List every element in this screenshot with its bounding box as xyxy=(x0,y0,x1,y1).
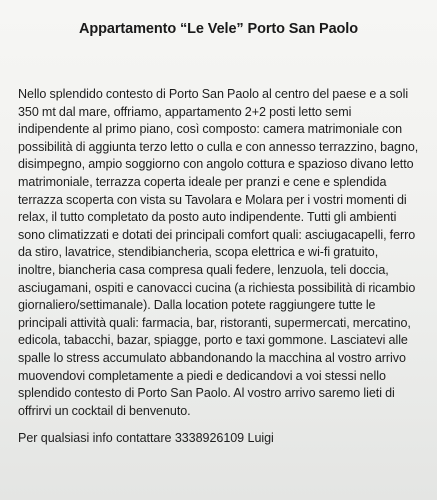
paragraph-line: edicola, tabacchi, bazar, spiagge, porto e taxi gommone. Lasciatevi alle xyxy=(18,333,408,348)
paragraph-line: matrimoniale, terrazza coperta ideale per pranzi e cene e splendida xyxy=(18,174,387,189)
document-title: Appartamento “Le Vele” Porto San Paolo xyxy=(78,21,358,37)
paragraph-line: principali attività quali: farmacia, bar, ristoranti, supermercati, mercatino, xyxy=(18,315,411,330)
paragraph-line: sono climatizzati e dotati dei principali comfort quali: asciugacapelli, ferro xyxy=(18,227,416,242)
paragraph-line: Nello splendido contesto di Porto San Paolo al centro del paese e a soli xyxy=(18,87,409,101)
paragraph-line: 350 mt dal mare, offriamo, appartamento 2+2 posti letto semi xyxy=(18,104,352,119)
paragraph-line: offrirvi un cocktail di benvenuto. xyxy=(18,403,191,418)
paragraph-line: possibilità di aggiunta terzo letto o culla e con annesso terrazzino, bagno, xyxy=(18,139,419,154)
contact-line: Per qualsiasi info contattare 3338926109 Luigi xyxy=(18,431,274,445)
paragraph-line: spalle lo stress accumulato abbandonando la macchina al vostro arrivo xyxy=(18,350,406,365)
paragraph-line: da stiro, lavatrice, stendibiancheria, scopa elettrica e wi-fi gratuito, xyxy=(18,245,379,260)
description-paragraph xyxy=(18,86,426,420)
paragraph-line: terrazza scoperta con vista su Tavolara e Molara per i vostri momenti di xyxy=(18,192,407,207)
paragraph-line: relax, il tutto completato da posto auto indipendente. Tutti gli ambienti xyxy=(18,210,397,225)
paragraph-line: indipendente al primo piano, così composto: camera matrimoniale con xyxy=(18,122,403,137)
paragraph-line: asciugamani, ospiti e canovacci cucina (a richiesta possibilità di ricambio xyxy=(18,280,416,295)
paragraph-line: inoltre, biancheria casa compresa quali federe, lenzuola, teli doccia, xyxy=(18,262,389,277)
paragraph-line: disimpegno, ampio soggiorno con angolo cottura e spazioso divano letto xyxy=(18,157,414,172)
paragraph-line: splendido contesto di Porto San Paolo. Al vostro arrivo saremo lieti di xyxy=(18,386,395,401)
paragraph-line: muovendovi completamente a piedi e dedicandovi a voi stessi nello xyxy=(18,368,386,383)
paragraph-line: giornaliero/settimanale). Dalla location potete raggiungere tutte le xyxy=(18,298,376,313)
